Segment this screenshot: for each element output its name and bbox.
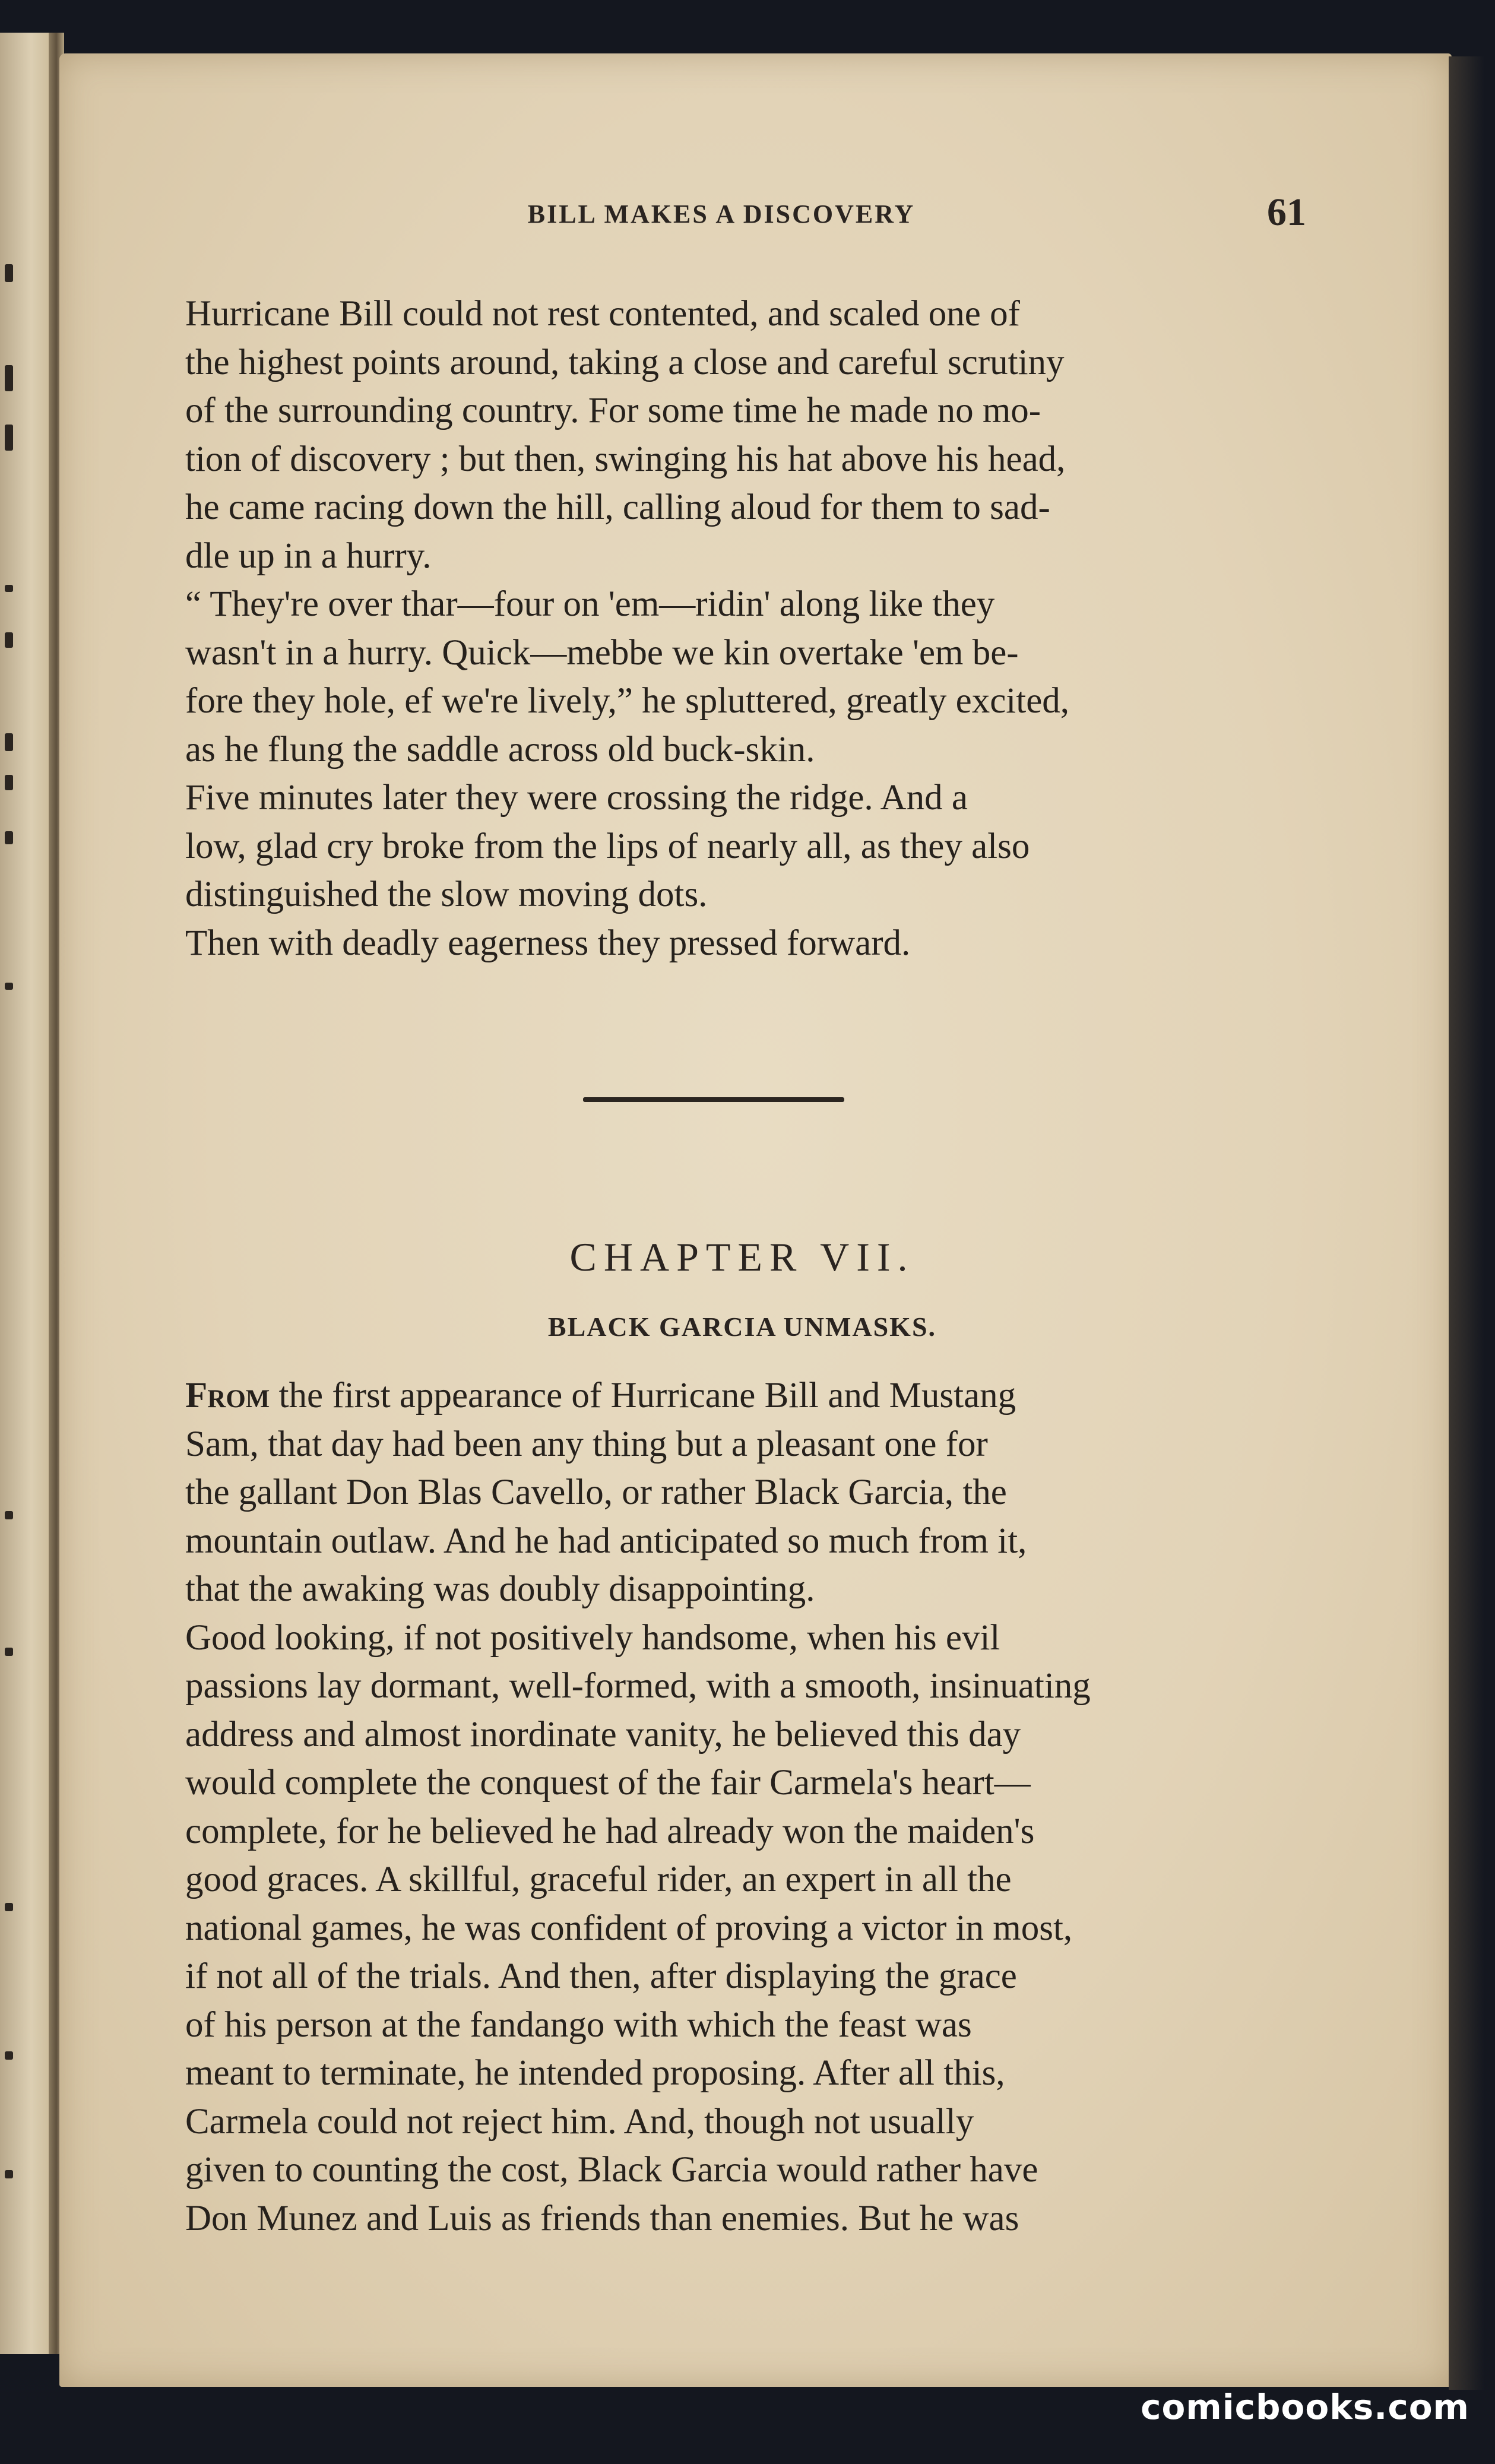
text-line: Sam, that day had been any thing but a pleasant one for: [185, 1424, 988, 1464]
text-line: mountain outlaw. And he had anticipated so much from it,: [185, 1521, 1027, 1561]
paragraph: [138, 290, 1296, 580]
text-line: the highest points around, taking a close and careful scrutiny: [185, 342, 1065, 382]
text-line: would complete the conquest of the fair Carmela's heart—: [185, 1763, 1031, 1803]
text-line: distinguished the slow moving dots.: [185, 875, 708, 914]
section-separator-rule: [583, 1097, 844, 1102]
text-line: Good looking, if not positively handsome, when his evil: [185, 1617, 1000, 1658]
text-line: Hurricane Bill could not rest contented, and scaled one of: [185, 294, 1020, 334]
chapter-opening-word: From: [185, 1376, 270, 1415]
text-line: given to counting the cost, Black Garcia would rather have: [185, 2150, 1038, 2190]
text-line: passions lay dormant, well-formed, with a smooth, insinuating: [185, 1666, 1091, 1706]
text-line: address and almost inordinate vanity, he believed this day: [185, 1714, 1021, 1754]
text-line: Five minutes later they were crossing the ridge. And a: [185, 778, 968, 818]
text-line: Carmela could not reject him. And, though not usually: [185, 2101, 974, 2142]
text-line: tion of discovery ; but then, swinging his hat above his head,: [185, 439, 1066, 479]
text-line-remainder: the first appearance of Hurricane Bill and Mustang: [278, 1376, 1016, 1415]
text-line: low, glad cry broke from the lips of nearly all, as they also: [185, 826, 1030, 866]
text-line: he came racing down the hill, calling aloud for them to sad-: [185, 487, 1050, 527]
text-line: [138, 1372, 1296, 1420]
paragraph: [138, 1372, 1296, 1614]
page-number: 61: [1267, 191, 1306, 234]
paragraph: [138, 580, 1296, 774]
running-title: BILL MAKES A DISCOVERY: [527, 199, 916, 229]
watermark-text: comicbooks.com: [1141, 2387, 1469, 2427]
paragraph: [138, 919, 1296, 968]
text-line: fore they hole, ef we're lively,” he spluttered, greatly excited,: [185, 681, 1070, 721]
text-line: of his person at the fandango with which the feast was: [185, 2004, 972, 2045]
text-line: complete, for he believed he had already won the maiden's: [185, 1811, 1035, 1851]
text-line: that the awaking was doubly disappointing.: [185, 1569, 815, 1609]
text-line: wasn't in a hurry. Quick—mebbe we kin overtake 'em be-: [185, 632, 1019, 673]
text-line: if not all of the trials. And then, after displaying the grace: [185, 1956, 1017, 1996]
paragraph: [138, 774, 1296, 919]
text-line: of the surrounding country. For some time he made no mo-: [185, 391, 1041, 430]
text-line: Then with deadly eagerness they pressed forward.: [185, 923, 911, 963]
text-line: “ They're over thar—four on 'em—ridin' along like they: [185, 584, 995, 624]
text-line: as he flung the saddle across old buck-skin.: [185, 729, 815, 769]
text-line: good graces. A skillful, graceful rider, an expert in all the: [185, 1860, 1012, 1899]
chapter-title: CHAPTER VII.: [569, 1234, 915, 1279]
page-edge-shadow: [1449, 56, 1484, 2390]
text-line: Don Munez and Luis as friends than enemies. But he was: [185, 2198, 1019, 2238]
paragraph: [138, 1614, 1296, 2243]
text-line: the gallant Don Blas Cavello, or rather Black Garcia, the: [185, 1472, 1007, 1512]
section-text: [138, 290, 1296, 967]
text-line: national games, he was confident of proving a victor in most,: [185, 1908, 1073, 1948]
text-line: meant to terminate, he intended proposing. After all this,: [185, 2053, 1005, 2093]
chapter-text: [138, 1372, 1296, 2243]
facing-page-text-fragments: [0, 33, 36, 2354]
chapter-subtitle: BLACK GARCIA UNMASKS.: [547, 1312, 937, 1342]
text-line: dle up in a hurry.: [185, 536, 432, 576]
